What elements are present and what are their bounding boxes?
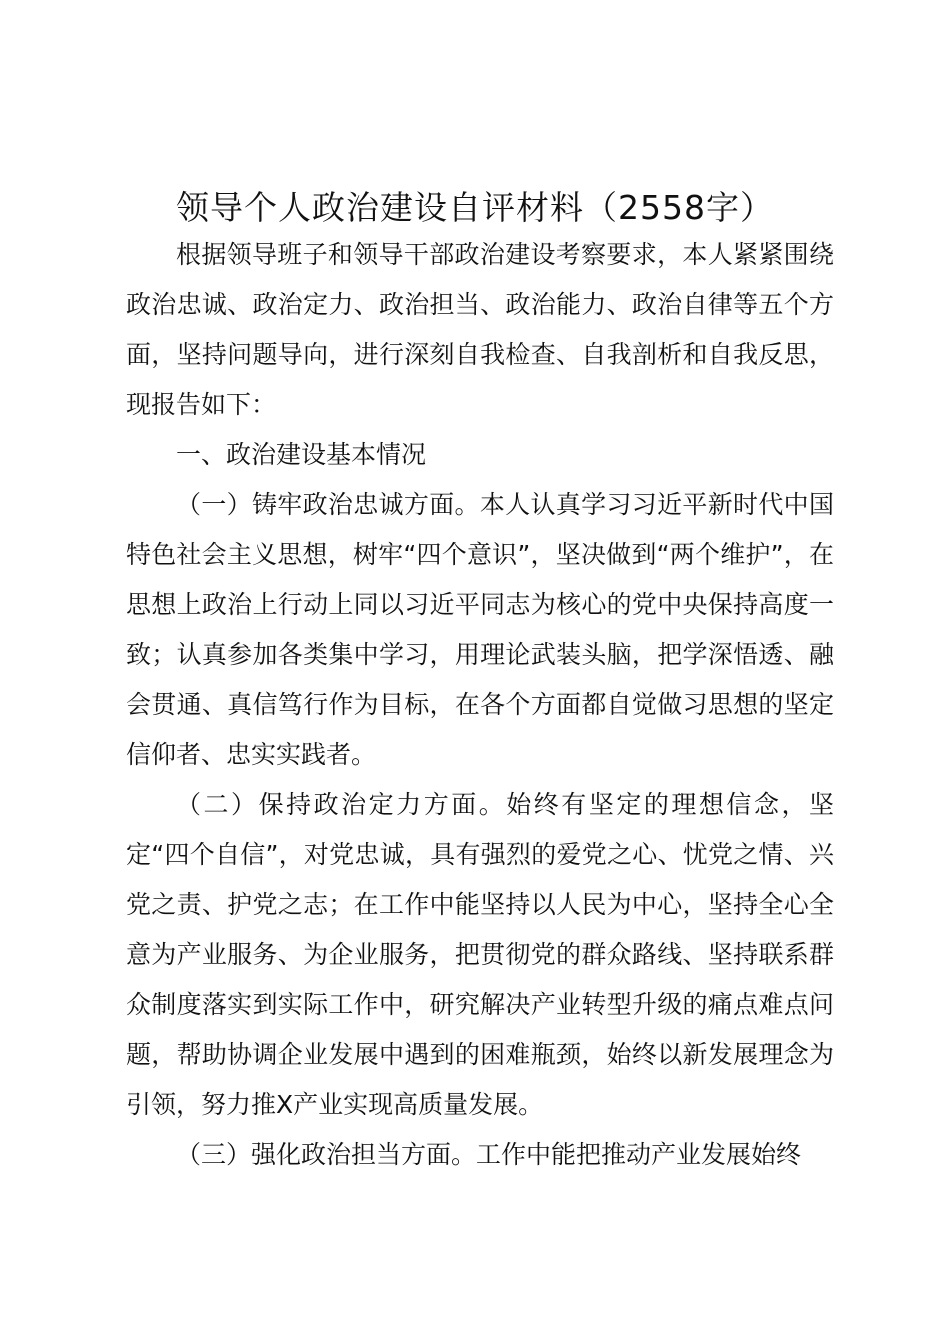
document-body bbox=[126, 230, 834, 1180]
paragraph-political-loyalty: （一）铸牢政治忠诚方面。本人认真学习习近平新时代中国特色社会主义思想，树牢“四个意识”，坚决做到“两个维护”，在思想上政治上行动上同以习近平同志为核心的党中央保持高度一致；认真参加各类集中学习，用理论武装头脑，把学深悟透、融会贯通、真信笃行作为目标，在各个方面都自觉做习思想的坚定信仰者、忠实实践者。 bbox=[126, 490, 834, 769]
section-heading: 一、政治建设基本情况 bbox=[176, 440, 427, 469]
paragraph-political-resolve: （二）保持政治定力方面。始终有坚定的理想信念，坚定“四个自信”，对党忠诚，具有强烈的爱党之心、忧党之情、兴党之责、护党之志；在工作中能坚持以人民为中心，坚持全心全意为产业服务、为企业服务，把贯彻党的群众路线、坚持联系群众制度落实到实际工作中，研究解决产业转型升级的痛点难点问题，帮助协调企业发展中遇到的困难瓶颈，始终以新发展理念为引领，努力推X产业实现高质量发展。 bbox=[126, 790, 834, 1119]
document-title: 领导个人政治建设自评材料（2558字） bbox=[176, 188, 774, 227]
paragraph-political-responsibility: （三）强化政治担当方面。工作中能把推动产业发展始终 bbox=[176, 1140, 802, 1169]
intro-paragraph: 根据领导班子和领导干部政治建设考察要求，本人紧紧围绕政治忠诚、政治定力、政治担当、政治能力、政治自律等五个方面，坚持问题导向，进行深刻自我检查、自我剖析和自我反思，现报告如下： bbox=[126, 240, 834, 419]
